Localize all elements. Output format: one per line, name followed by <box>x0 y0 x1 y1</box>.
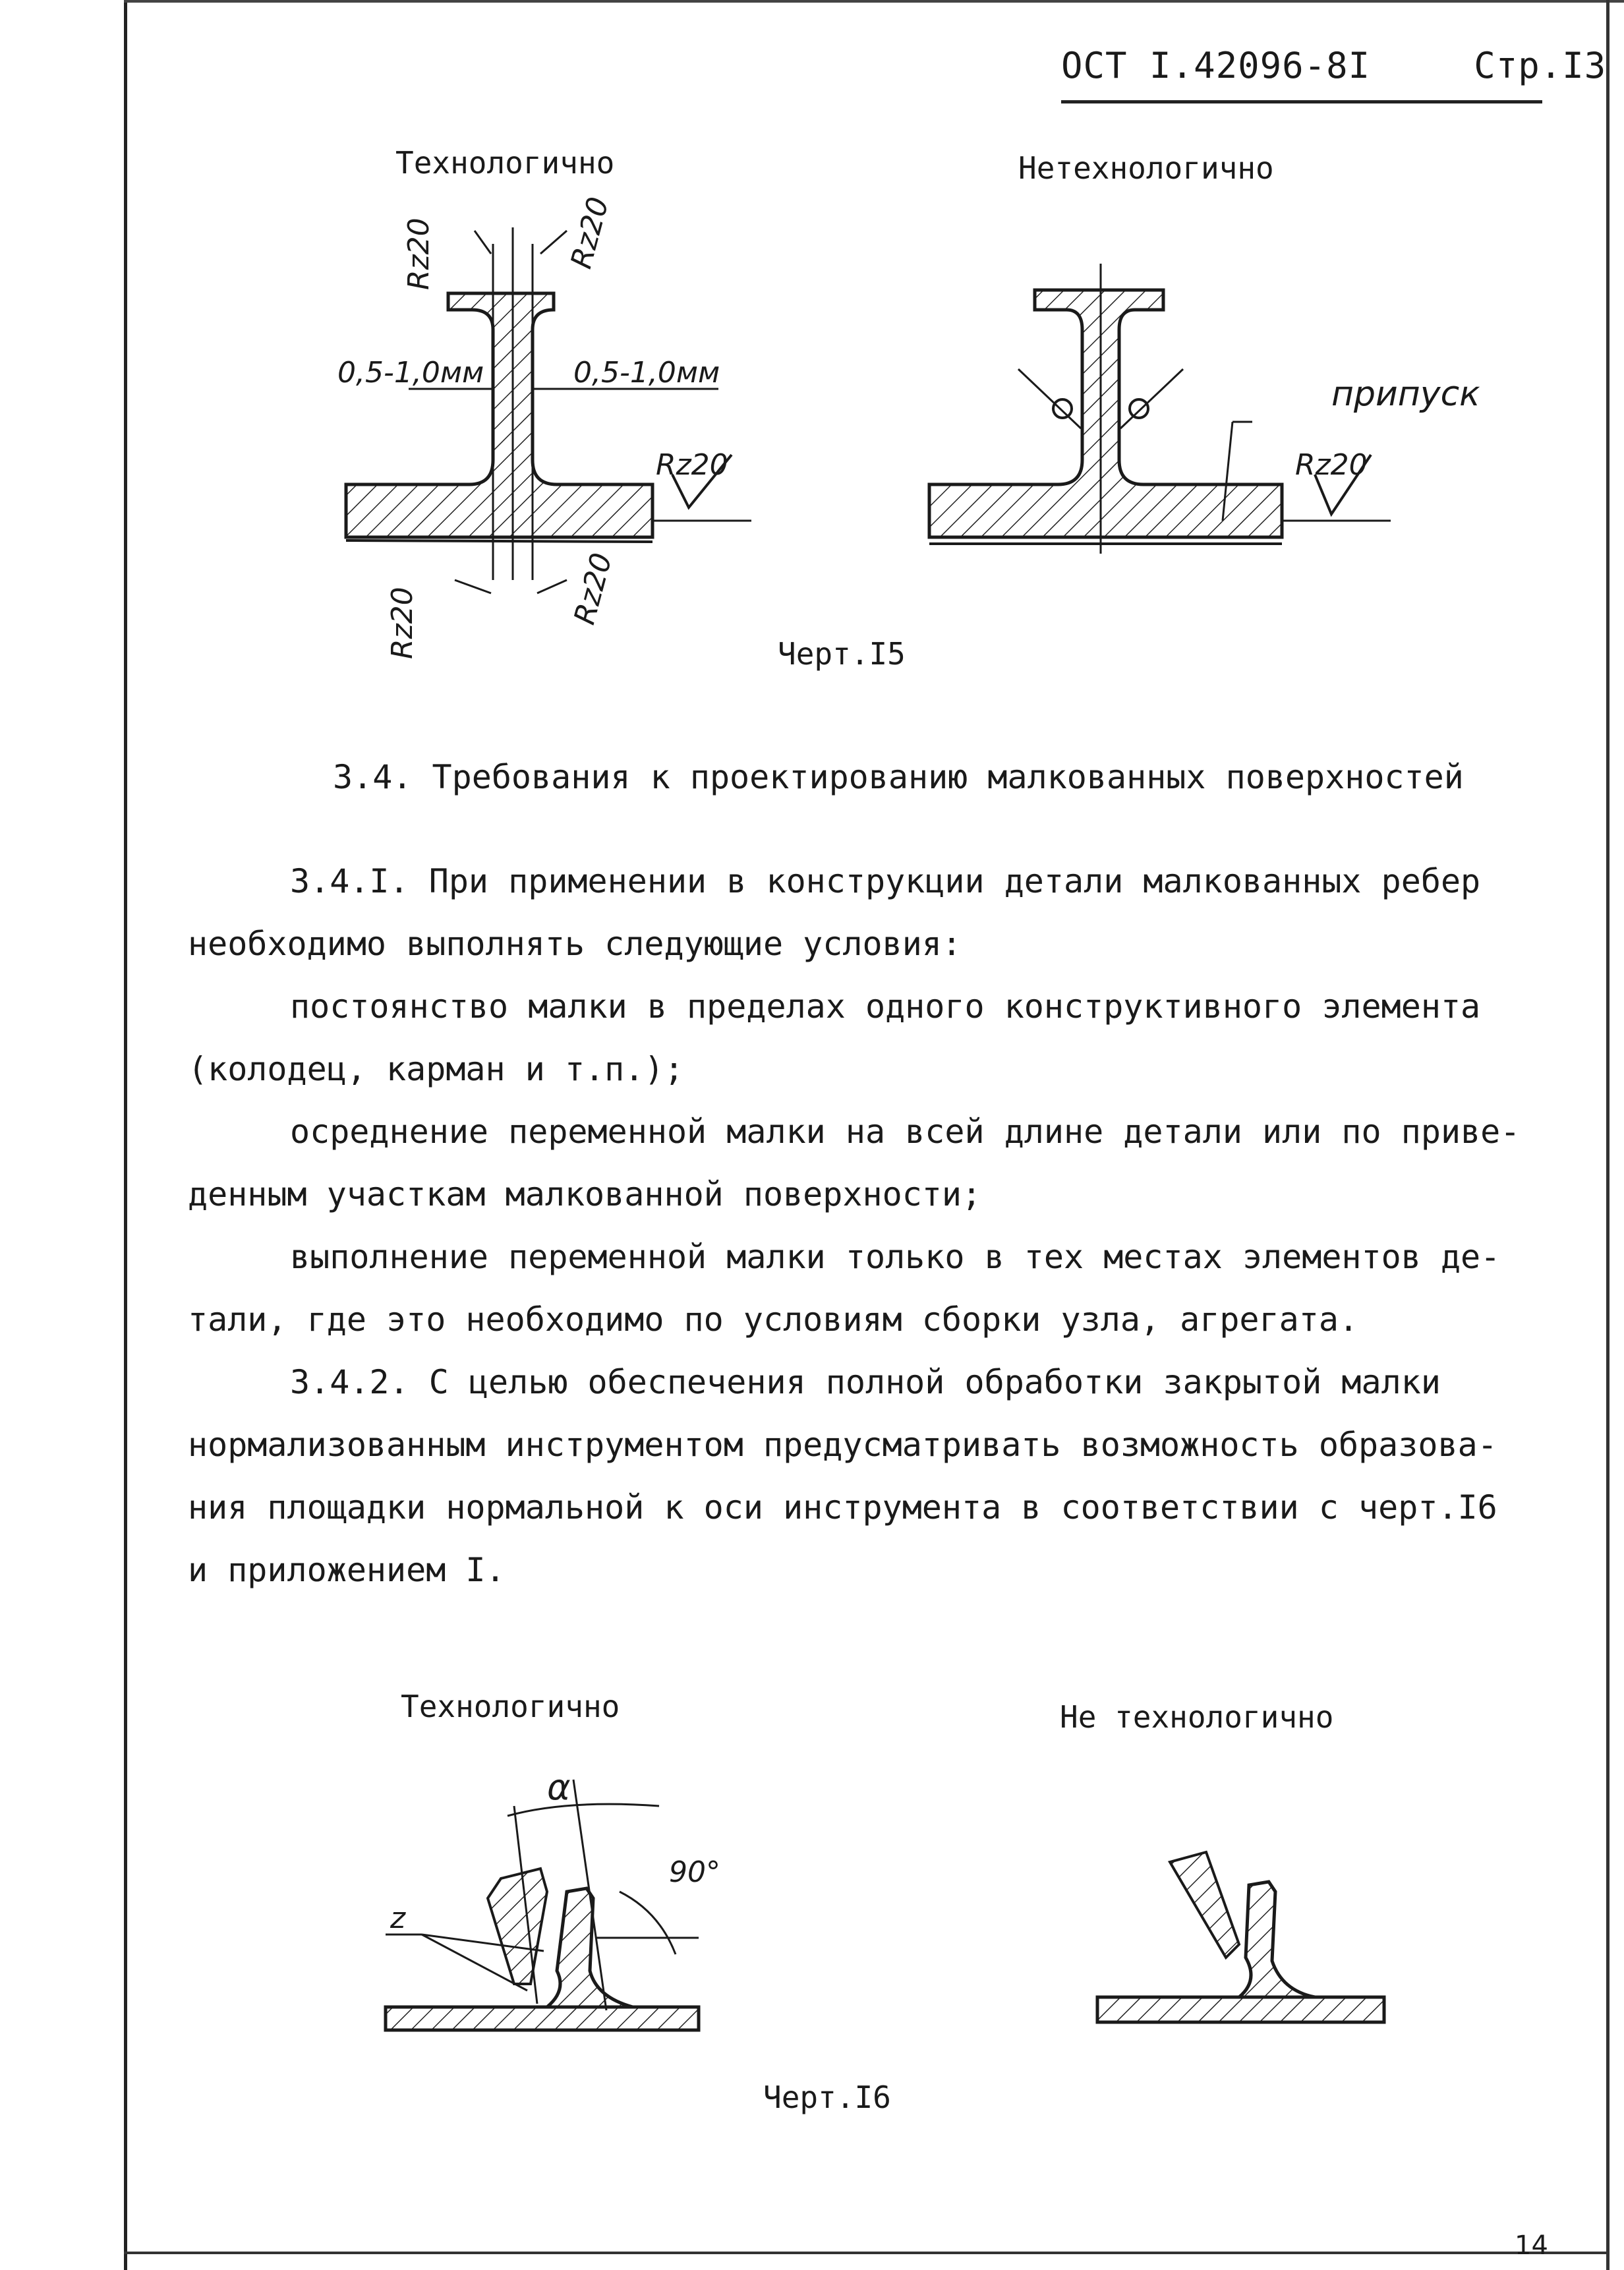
body-line: 3.4.I. При применении в конструкции детали малкованных ребер <box>290 862 1481 900</box>
fig15-allowance-label: припуск <box>1331 374 1480 414</box>
fig15-tolerance-left: 0,5-1,0мм <box>337 356 484 390</box>
fig15-roughness-top-right: Rz20 <box>564 193 616 272</box>
fig15-roughness-right: Rz20 <box>1295 448 1368 482</box>
document-code: ОСТ I.42096-8I <box>1061 45 1371 86</box>
body-line: постоянство малки в пределах одного конструктивного элемента <box>290 987 1481 1026</box>
fig15-label-technological: Технологично <box>395 145 615 181</box>
fig15-roughness-top-left: Rz20 <box>402 218 436 290</box>
fig16-angle-alpha: α <box>547 1766 571 1808</box>
body-line: нормализованным инструментом предусматривать возможность образова- <box>188 1426 1497 1464</box>
body-line: осреднение переменной малки на всей длине детали или по приве- <box>290 1113 1521 1151</box>
fig15-caption: Черт.I5 <box>778 636 906 672</box>
page-number: 14 <box>1515 2230 1548 2261</box>
fig16-label-technological: Технологично <box>401 1689 620 1724</box>
fig15-roughness-flange: Rz20 <box>656 448 728 482</box>
fig16-label-non-technological: Не технологично <box>1060 1699 1334 1735</box>
body-line: (колодец, карман и т.п.); <box>188 1050 684 1088</box>
section-heading: 3.4. Требования к проектированию малкованных поверхностей <box>333 758 1464 796</box>
fig16-right-angle-label: 90° <box>669 1855 720 1889</box>
body-line: 3.4.2. С целью обеспечения полной обработки закрытой малки <box>290 1363 1441 1401</box>
fig16-left-profile <box>386 1780 699 2030</box>
fig15-tolerance-right: 0,5-1,0мм <box>573 356 720 390</box>
fig16-caption: Черт.I6 <box>763 2080 891 2115</box>
body-line: выполнение переменной малки только в тех местах элементов де- <box>290 1238 1501 1276</box>
fig15-roughness-bottom-right: Rz20 <box>567 549 620 628</box>
fig16-radius-label: z <box>390 1902 406 1935</box>
body-line: и приложением I. <box>188 1551 506 1589</box>
body-line: денным участкам малкованной поверхности; <box>188 1175 982 1213</box>
page-label: Стр.I3 <box>1474 45 1607 86</box>
fig15-label-non-technological: Нетехнологично <box>1018 150 1274 186</box>
body-line: тали, где это необходимо по условиям сборки узла, агрегата. <box>188 1300 1359 1339</box>
body-line: ния площадки нормальной к оси инструмента в соответствии с черт.I6 <box>188 1488 1497 1527</box>
body-line: необходимо выполнять следующие условия: <box>188 925 962 963</box>
fig15-roughness-bottom-left: Rz20 <box>386 587 419 659</box>
fig16-right-profile <box>1097 1852 1384 2022</box>
